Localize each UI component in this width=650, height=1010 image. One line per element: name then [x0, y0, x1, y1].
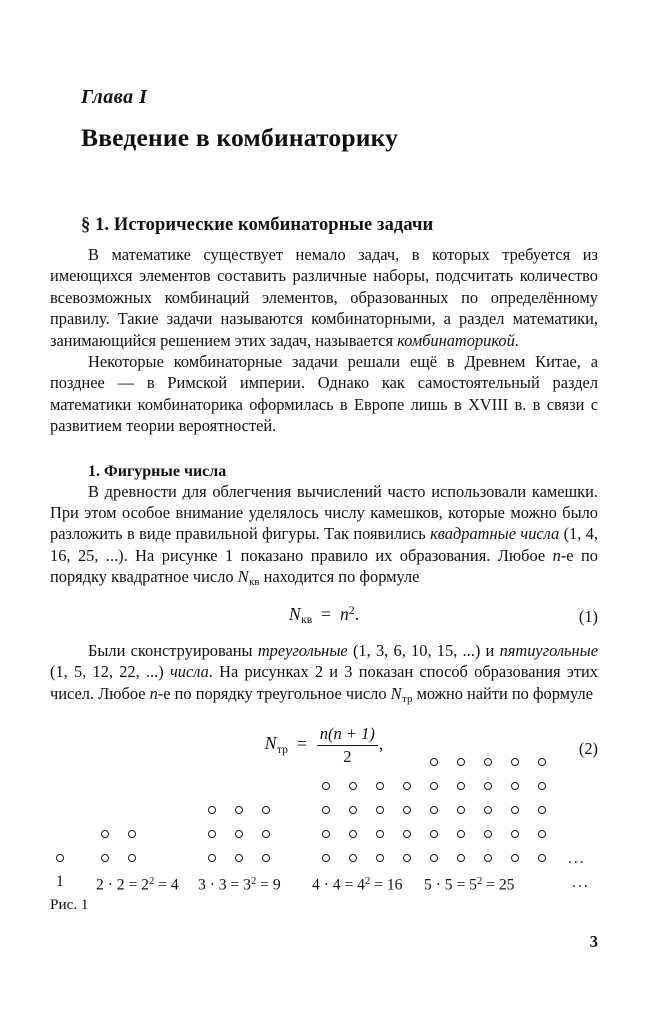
paragraph-history: Некоторые комбинаторные задачи решали ещё в Древнем Китае, а позднее — в Римской империи. Однако как самостоятельный раздел математики комбинаторика оформилась в Европе лишь в XVIII в. в связи с развитием теории вероятностей.	[50, 352, 598, 436]
formula-2-fraction	[317, 724, 378, 767]
chapter-label: Глава I	[81, 86, 148, 108]
figure-dot	[484, 806, 492, 814]
figure-dot	[322, 854, 330, 862]
figure-dot	[101, 830, 109, 838]
figure-dot	[403, 854, 411, 862]
figure-group-label	[424, 874, 514, 894]
figure-dot	[484, 758, 492, 766]
figure-dot	[457, 854, 465, 862]
term-kombinatorika: комбинаторикой	[397, 330, 515, 350]
figure-dot	[511, 758, 519, 766]
figure-dot	[376, 806, 384, 814]
formula-2-tail: ,	[378, 733, 384, 754]
figure-label-expr: 4 · 4 = 4	[312, 876, 365, 894]
figurate-text-b: (1, 4, 16, 25, ...). На рисунке 1 показано правило их образования. Любое	[50, 524, 598, 565]
figure-dot	[430, 854, 438, 862]
formula-2-lhs-base: N	[264, 733, 277, 754]
term-chisla: числа	[169, 662, 209, 682]
figure-dot	[128, 830, 136, 838]
formula-2-lhs-sub: тр	[276, 743, 288, 756]
inline-var-n-kv-sub: кв	[249, 576, 260, 589]
figure-dot	[262, 854, 270, 862]
formula-2-number: (2)	[578, 738, 598, 758]
formula-2-numerator: n(n + 1)	[317, 724, 378, 746]
figure-dot	[101, 854, 109, 862]
figure-dot	[235, 806, 243, 814]
figure-1-dot-diagram	[0, 772, 650, 932]
figure-dot	[538, 854, 546, 862]
figure-dot	[262, 806, 270, 814]
formula-1-eq: =	[321, 603, 332, 624]
triangular-text-c: (1, 5, 12, 22, ...)	[50, 662, 170, 682]
figure-dot	[235, 854, 243, 862]
paragraph-triangular-numbers	[50, 640, 598, 710]
figure-dot	[322, 830, 330, 838]
figure-group-label: 1	[56, 873, 64, 890]
figure-dot	[457, 806, 465, 814]
figure-label-result: = 4	[154, 876, 179, 894]
figure-row-ellipsis: ...	[568, 850, 586, 867]
figure-dot	[235, 830, 243, 838]
figure-dot	[208, 854, 216, 862]
page-content	[50, 0, 598, 770]
figure-label-result: = 25	[482, 876, 515, 894]
triangular-text-a: Были сконструированы	[88, 640, 258, 660]
inline-var-n-tr	[391, 684, 413, 703]
figure-dot	[457, 758, 465, 766]
figure-group-label	[96, 874, 179, 894]
figure-dot	[511, 806, 519, 814]
figure-dot	[538, 782, 546, 790]
figure-dot	[484, 854, 492, 862]
inline-var-n-tr-base: N	[390, 683, 402, 703]
figure-group-label	[312, 874, 402, 894]
formula-1-tail: .	[354, 603, 360, 624]
paragraph-intro-text: В математике существует немало задач, в которых требуется из имеющихся элементов составить различные наборы, подсчитать количество всевозможных комбинаций элементов, образованных по определённому правилу. Такие задачи называются комбинаторными, а раздел математики, занимающийся решением этих задач, называется	[50, 245, 598, 350]
subsection-title: 1. Фигурные числа	[88, 462, 227, 480]
figure-label-power: 2	[364, 876, 371, 887]
figure-dot	[322, 806, 330, 814]
figure-dot	[376, 830, 384, 838]
figure-dot	[403, 782, 411, 790]
formula-1-lhs	[288, 603, 313, 627]
figurate-text-a: В древности для облегчения вычислений часто использовали камешки. При этом особое внимание уделялось числу камешков, которые можно было разложить в виде правильной фигуры. Так появились	[50, 481, 598, 544]
figure-dot	[484, 830, 492, 838]
figure-dot	[349, 830, 357, 838]
term-square-numbers: квадратные числа	[430, 524, 560, 544]
formula-1-number: (1)	[578, 606, 598, 626]
figure-dot	[403, 806, 411, 814]
formula-2-fraction-wrap	[316, 724, 379, 767]
figure-label-result: = 16	[370, 876, 403, 894]
paragraph-intro-end: .	[514, 330, 519, 350]
term-pentagonal: пятиугольные	[499, 640, 598, 660]
formula-2-denominator: 2	[343, 746, 352, 766]
figure-label-expr: 5 · 5 = 5	[424, 876, 477, 894]
figure-dot	[511, 854, 519, 862]
formula-1-body	[289, 603, 359, 626]
figure-dot	[538, 758, 546, 766]
figure-label-power: 2	[250, 876, 257, 887]
inline-var-n-tr-sub: тр	[402, 692, 413, 705]
chapter-title: Введение в комбинаторику	[81, 123, 399, 152]
figure-dot	[349, 806, 357, 814]
formula-2-lhs	[264, 733, 288, 756]
paragraph-figurate-numbers	[50, 481, 598, 594]
figure-dot	[349, 854, 357, 862]
figure-label-power: 2	[148, 876, 155, 887]
figure-dot	[349, 782, 357, 790]
formula-2-body	[265, 724, 384, 767]
term-triangular: треугольные	[257, 640, 348, 660]
figure-dot	[403, 830, 411, 838]
figure-dot	[208, 806, 216, 814]
figure-caption: Рис. 1	[50, 896, 89, 913]
figure-dot	[376, 782, 384, 790]
figure-dot	[430, 782, 438, 790]
triangular-text-e: -е по порядку треугольное число	[157, 683, 391, 703]
formula-1-lhs-sub: кв	[301, 614, 313, 627]
triangular-text-d: . На рисунках 2 и 3 показан способ образования этих чисел. Любое	[50, 662, 598, 703]
figure-dot	[511, 830, 519, 838]
figure-dot	[430, 806, 438, 814]
figure-dot	[430, 758, 438, 766]
variable-n-2: n	[149, 683, 158, 703]
figure-dot	[457, 830, 465, 838]
figure-label-expr: 2 · 2 = 2	[96, 876, 149, 894]
variable-n: n	[552, 545, 561, 565]
figurate-text-c: -е по порядку квадратное число	[50, 545, 598, 587]
figure-group-label	[198, 874, 281, 894]
figure-dot	[484, 782, 492, 790]
page-number: 3	[589, 932, 598, 951]
section-title: § 1. Исторические комбинаторные задачи	[81, 215, 434, 235]
figure-dot	[262, 830, 270, 838]
formula-1-rhs-power: 2	[348, 602, 355, 617]
triangular-text-b: (1, 3, 6, 10, 15, ...) и	[347, 640, 500, 660]
paragraph-intro	[50, 244, 598, 351]
figure-dot	[538, 830, 546, 838]
figurate-text-d: находится по формуле	[259, 567, 420, 587]
triangular-text-f: можно найти по формуле	[412, 683, 593, 703]
inline-var-n-kv-base: N	[237, 567, 249, 587]
figure-dot	[457, 782, 465, 790]
figure-dot	[322, 782, 330, 790]
figure-dot	[208, 830, 216, 838]
figure-label-result: = 9	[256, 876, 281, 894]
figure-dot	[430, 830, 438, 838]
figure-label-power: 2	[476, 876, 483, 887]
formula-1-lhs-base: N	[288, 603, 301, 624]
figure-dot	[128, 854, 136, 862]
figure-dot	[56, 854, 64, 862]
formula-1	[50, 603, 598, 631]
figure-label-ellipsis: ...	[572, 874, 590, 891]
figure-dot	[538, 806, 546, 814]
figure-label-expr: 3 · 3 = 3	[198, 876, 251, 894]
formula-1-rhs-base: n	[340, 603, 349, 624]
formula-2-eq: =	[296, 733, 307, 754]
figure-dot	[511, 782, 519, 790]
figure-dot	[376, 854, 384, 862]
inline-var-n-kv	[237, 567, 260, 589]
